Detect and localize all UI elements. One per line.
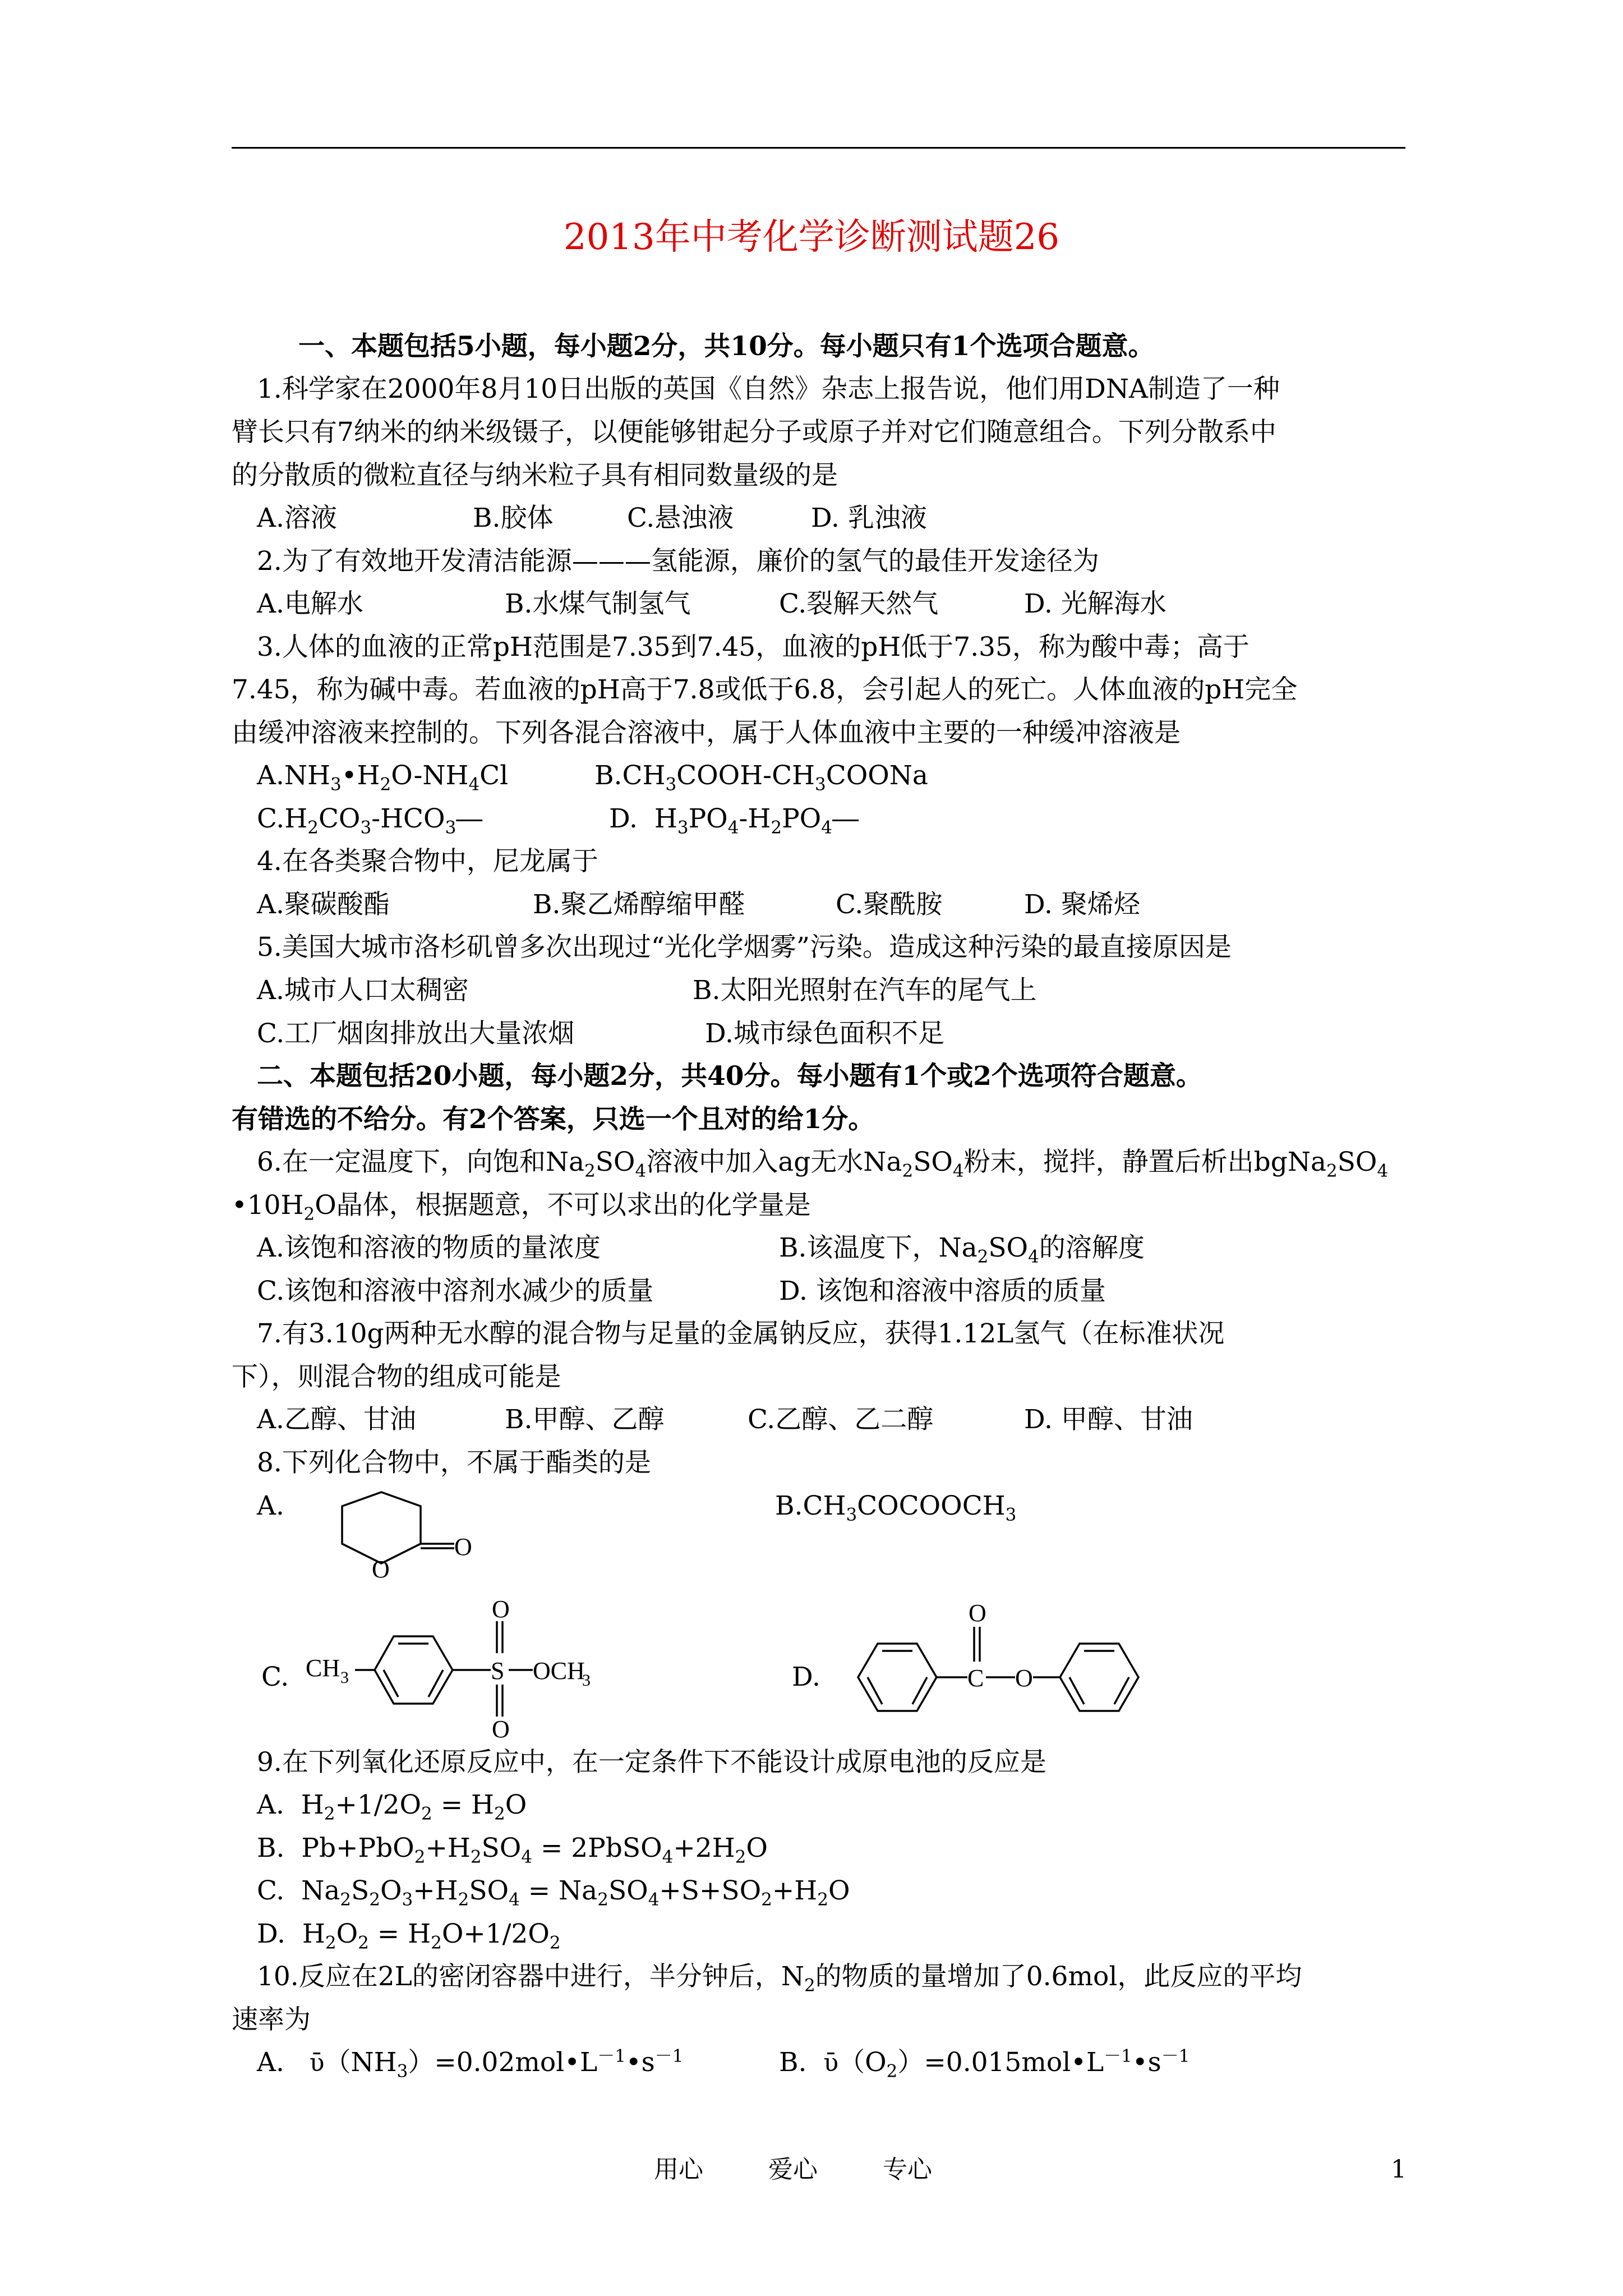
q9-line-1: 9.在下列氧化还原反应中，在一定条件下不能设计成原电池的反应是 — [257, 1747, 1046, 1778]
q7-line-1: 7.有3.10g两种无水醇的混合物与足量的金属钠反应，获得1.12L氢气（在标准状况 — [257, 1318, 1225, 1349]
q5-option-c: C.工厂烟囱排放出大量浓烟 — [257, 1018, 575, 1049]
q3-option-b: $B.CH_3COOH-CH_3COONa$ — [594, 760, 928, 795]
q9-option-b: B. $Pb+PbO_2+H_2SO_4$ = $2PbSO_4+2H_2O$ — [257, 1833, 768, 1867]
q5-line-1: 5.美国大城市洛杉矶曾多次出现过“光化学烟雾”污染。造成这种污染的最直接原因是 — [257, 932, 1232, 963]
q7-option-d: D. 甲醇、甘油 — [1024, 1404, 1193, 1435]
q8-line-1: 8.下列化合物中，不属于酯类的是 — [257, 1447, 651, 1478]
q9-option-c: C. $Na_2S_2O_3+H_2SO_4 = Na_2SO_4+S+SO_2+H_2O$ — [257, 1875, 850, 1910]
q6-line-2: $•10H_2O$晶体，根据题意，不可以求出的化学量是 — [232, 1190, 811, 1225]
q4-option-d: D. 聚烯烃 — [1024, 889, 1140, 920]
page-number: 1 — [1391, 2155, 1407, 2184]
q2-option-b: B.水煤气制氢气 — [505, 588, 691, 619]
q2-option-d: D. 光解海水 — [1024, 588, 1166, 619]
q2-option-c: C.裂解天然气 — [779, 588, 939, 619]
q4-option-c: C.聚酰胺 — [836, 889, 943, 920]
q7-option-a: A.乙醇、甘油 — [257, 1404, 416, 1435]
svg-text:OCH: OCH — [533, 1657, 585, 1685]
q6-line-1: 6.在一定温度下，向饱和$Na_2SO_4$溶液中加入ag无水$Na_2SO_4$粉末，搅拌，静置后析出$bgNa_2SO_4$ — [257, 1147, 1389, 1181]
q5-option-b: B.太阳光照射在汽车的尾气上 — [693, 975, 1037, 1006]
q8-option-d-label: D. — [792, 1662, 820, 1692]
svg-text:CH: CH — [306, 1654, 340, 1682]
svg-text:O: O — [454, 1533, 472, 1561]
svg-text:C: C — [967, 1664, 984, 1692]
q1-line-3: 的分散质的微粒直径与纳米粒子具有相同数量级的是 — [232, 460, 838, 491]
q4-option-a: A.聚碳酸酯 — [257, 889, 390, 920]
q7-option-b: B.甲醇、乙醇 — [505, 1404, 665, 1435]
q3-line-2: 7.45，称为碱中毒。若血液的pH高于7.8或低于6.8，会引起人的死亡。人体血液的pH完全 — [232, 674, 1298, 705]
q3-option-a: $A.NH_3•H_2O-NH_4Cl$ — [257, 760, 509, 795]
q9-option-d: D. $H_2O_2 = H_2O+1/2O_2$ — [257, 1918, 561, 1953]
svg-text:3: 3 — [340, 1668, 349, 1687]
q8-option-c-label: C. — [261, 1662, 289, 1692]
q3-option-d: D. $H_3PO_4-H_2PO_4―$ — [609, 803, 859, 838]
q3-option-c: $C.H_2CO_3-HCO_3―$ — [257, 803, 483, 838]
footer-word-2: 爱心 — [768, 2155, 818, 2184]
section1-header: 一、本题包括5小题，每小题2分，共10分。每小题只有1个选项合题意。 — [298, 331, 1155, 362]
q10-line-2: 速率为 — [232, 2004, 311, 2035]
q6-option-a: A.该饱和溶液的物质的量浓度 — [257, 1232, 601, 1263]
q9-option-a: A. $H_2+1/2O_2 = H_2O$ — [257, 1789, 527, 1824]
q2-line-1: 2.为了有效地开发清洁能源———氢能源，廉价的氢气的最佳开发途径为 — [257, 546, 1099, 577]
q1-option-d: D. 乳浊液 — [811, 503, 927, 533]
svg-text:S: S — [491, 1657, 505, 1685]
q1-option-a: A.溶液 — [257, 503, 337, 533]
q5-option-d: D.城市绿色面积不足 — [705, 1018, 944, 1049]
q1-option-b: B.胶体 — [473, 503, 554, 533]
q10-line-1: 10.反应在2L的密闭容器中进行，半分钟后，$N_2$的物质的量增加了0.6mol，此反应的平均 — [257, 1961, 1302, 1996]
q7-option-c: C.乙醇、乙二醇 — [748, 1404, 934, 1435]
q7-line-2: 下），则混合物的组成可能是 — [232, 1361, 561, 1392]
footer-word-3: 专心 — [883, 2155, 932, 2184]
q8-option-b: $B.CH_3COCOOCH_3$ — [775, 1490, 1017, 1525]
q4-option-b: B.聚乙烯醇缩甲醛 — [533, 889, 745, 920]
q2-option-a: A.电解水 — [257, 588, 363, 619]
lactone-structure-icon — [331, 1487, 477, 1604]
q6-option-d: D. 该饱和溶液中溶质的质量 — [779, 1276, 1106, 1306]
svg-text:O: O — [492, 1715, 510, 1743]
q1-line-2: 臂长只有7纳米的纳米级镊子，以便能够钳起分子或原子并对它们随意组合。下列分散系中 — [232, 417, 1276, 448]
svg-text:O: O — [492, 1595, 510, 1623]
q6-option-b: B.该温度下，$Na_2SO_4$的溶解度 — [779, 1232, 1145, 1267]
q3-line-1: 3.人体的血液的正常pH范围是7.35到7.45，血液的pH低于7.35，称为酸中毒；高于 — [257, 632, 1249, 662]
q6-option-c: C.该饱和溶液中溶剂水减少的质量 — [257, 1276, 654, 1306]
svg-text:O: O — [372, 1556, 390, 1583]
phenyl-benzoate-structure-icon — [852, 1599, 1166, 1722]
q1-option-c: C.悬浊液 — [627, 503, 734, 533]
svg-text:O: O — [1015, 1664, 1033, 1692]
section2-header-line-2: 有错选的不给分。有2个答案，只选一个且对的给1分。 — [232, 1104, 875, 1135]
q10-option-b: B. $ῡ(O_2)=0.015mol•L^{-1}•s^{-1}$ — [779, 2046, 1190, 2082]
page-title: 2013年中考化学诊断测试题26 — [563, 217, 1060, 258]
q4-line-1: 4.在各类聚合物中，尼龙属于 — [257, 846, 598, 877]
svg-text:O: O — [969, 1599, 986, 1627]
header-rule — [232, 147, 1405, 149]
section2-header-line-1: 二、本题包括20小题，每小题2分，共40分。每小题有1个或2个选项符合题意。 — [257, 1061, 1202, 1092]
q5-option-a: A.城市人口太稠密 — [257, 975, 469, 1006]
q1-line-1: 1.科学家在2000年8月10日出版的英国《自然》杂志上报告说，他们用DNA制造了一种 — [257, 374, 1280, 404]
q8-option-a-label: A. — [257, 1490, 284, 1521]
footer-word-1: 用心 — [654, 2155, 703, 2184]
svg-text:3: 3 — [582, 1671, 591, 1690]
methyl-tosylate-structure-icon — [306, 1596, 620, 1747]
q10-option-a: A. $ῡ(NH_3)=0.02mol•L^{-1}•s^{-1}$ — [257, 2046, 684, 2082]
q3-line-3: 由缓冲溶液来控制的。下列各混合溶液中，属于人体血液中主要的一种缓冲溶液是 — [232, 717, 1181, 748]
